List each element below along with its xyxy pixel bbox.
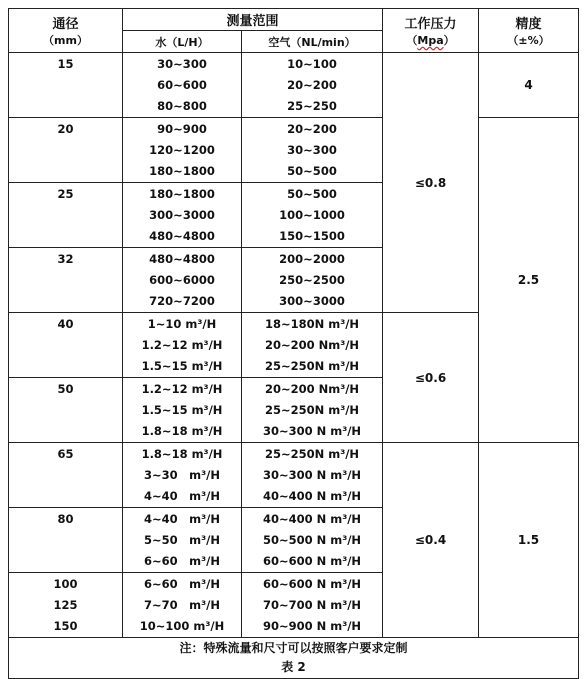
rows-body [9, 53, 579, 638]
air-range-value: 300~3000 [279, 294, 345, 308]
air-range-cell [242, 118, 383, 183]
air-range-value: 60~600 N m³/H [262, 554, 362, 568]
air-range-value: 30~300 N m³/H [262, 424, 362, 438]
water-range-value: 4~40 m³/H [144, 512, 220, 526]
water-range-value: 90~900 [157, 122, 207, 136]
water-range-value: 80~800 [157, 99, 207, 113]
water-range-value: 1.2~12 m³/H [141, 382, 223, 396]
diameter-value: 50 [57, 382, 74, 396]
water-range-cell [123, 508, 242, 573]
water-range-cell [123, 378, 242, 443]
air-range-value: 40~400 N m³/H [262, 512, 362, 526]
water-range-cell [123, 248, 242, 313]
air-range-value: 25~250N m³/H [264, 447, 360, 461]
table-footer [9, 638, 579, 679]
air-range-value: 30~300 N m³/H [262, 468, 362, 482]
air-range-cell [242, 443, 383, 508]
water-range-value: 4~40 m³/H [144, 489, 220, 503]
air-range-cell [242, 183, 383, 248]
accuracy-unit-label: （±%） [507, 34, 550, 47]
table-row [9, 53, 579, 118]
water-range-value: 600~6000 [149, 273, 215, 287]
diameter-header [9, 9, 123, 53]
water-range-value: 300~3000 [149, 208, 215, 222]
water-range-cell [123, 443, 242, 508]
pressure-cell-2: ≤0.6 [383, 313, 479, 443]
water-range-cell [123, 313, 242, 378]
water-range-value: 480~4800 [149, 252, 215, 266]
pressure-header-label: 工作压力 [404, 17, 457, 32]
air-range-cell [242, 313, 383, 378]
water-range-value: 30~300 [157, 57, 207, 71]
diameter-cell [9, 378, 123, 443]
spec-table [8, 8, 579, 679]
water-range-cell [123, 573, 242, 638]
diameter-value: 100 [53, 577, 78, 591]
air-range-value: 20~200 [287, 122, 337, 136]
air-range-value: 20~200 [287, 78, 337, 92]
water-range-value: 120~1200 [149, 143, 215, 157]
air-range-value: 50~500 N m³/H [262, 533, 362, 547]
air-range-value: 18~180N m³/H [264, 317, 360, 331]
pressure-unit-label: （Mpa） [406, 34, 455, 47]
pressure-cell-3: ≤0.4 [383, 443, 479, 638]
diameter-value: 80 [57, 512, 74, 526]
air-range-value: 200~2000 [279, 252, 345, 266]
air-range-value: 250~2500 [279, 273, 345, 287]
water-range-value: 6~60 m³/H [144, 554, 220, 568]
water-range-cell [123, 118, 242, 183]
air-range-value: 70~700 N m³/H [262, 598, 362, 612]
water-range-value: 7~70 m³/H [144, 598, 220, 612]
diameter-cell [9, 508, 123, 573]
water-range-value: 1~10 m³/H [147, 317, 217, 331]
accuracy-header-label: 精度 [515, 17, 542, 32]
table-row [9, 443, 579, 508]
air-range-cell [242, 508, 383, 573]
water-range-value: 10~100 m³/H [139, 619, 225, 633]
diameter-value: 40 [57, 317, 74, 331]
water-range-value: 1.8~18 m³/H [141, 424, 223, 438]
water-range-value: 720~7200 [149, 294, 215, 308]
water-range-value: 60~600 [157, 78, 207, 92]
header-row-1 [9, 9, 579, 31]
water-range-value: 1.2~12 m³/H [141, 338, 223, 352]
air-range-value: 60~600 N m³/H [262, 577, 362, 591]
air-range-value: 20~200 Nm³/H [264, 382, 360, 396]
diameter-cell [9, 573, 123, 638]
diameter-value: 15 [57, 57, 74, 71]
water-range-value: 480~4800 [149, 229, 215, 243]
diameter-cell [9, 443, 123, 508]
diameter-value: 125 [53, 598, 78, 612]
air-range-cell [242, 573, 383, 638]
diameter-unit-label: （mm） [43, 34, 88, 47]
diameter-cell [9, 313, 123, 378]
diameter-cell [9, 183, 123, 248]
diameter-value: 20 [57, 122, 74, 136]
air-range-value: 100~1000 [279, 208, 345, 222]
air-range-value: 150~1500 [279, 229, 345, 243]
water-range-value: 1.5~15 m³/H [141, 403, 223, 417]
diameter-value: 25 [57, 187, 74, 201]
air-range-value: 40~400 N m³/H [262, 489, 362, 503]
air-range-value: 20~200 Nm³/H [264, 338, 360, 352]
table-caption: 表 2 [281, 660, 306, 674]
diameter-cell [9, 248, 123, 313]
air-range-cell [242, 248, 383, 313]
table-row [9, 118, 579, 183]
pressure-cell-1: ≤0.8 [383, 53, 479, 313]
water-range-value: 1.5~15 m³/H [141, 359, 223, 373]
accuracy-cell-2: 2.5 [479, 118, 579, 443]
water-range-value: 5~50 m³/H [144, 533, 220, 547]
air-range-value: 25~250 [287, 99, 337, 113]
air-range-value: 25~250N m³/H [264, 403, 360, 417]
accuracy-cell-1: 4 [479, 53, 579, 118]
air-range-value: 25~250N m³/H [264, 359, 360, 373]
air-header: 空气（NL/min） [242, 31, 383, 53]
range-header: 测量范围 [123, 9, 383, 31]
diameter-value: 32 [57, 252, 74, 266]
air-range-value: 90~900 N m³/H [262, 619, 362, 633]
water-range-cell [123, 183, 242, 248]
table-note: 注：特殊流量和尺寸可以按照客户要求定制 [179, 641, 408, 655]
water-header: 水（L/H） [123, 31, 242, 53]
accuracy-cell-3: 1.5 [479, 443, 579, 638]
water-range-value: 1.8~18 m³/H [141, 447, 223, 461]
diameter-cell [9, 118, 123, 183]
diameter-header-label: 通径 [52, 17, 79, 32]
water-range-value: 3~30 m³/H [144, 468, 220, 482]
water-range-value: 6~60 m³/H [144, 577, 220, 591]
diameter-cell [9, 53, 123, 118]
footer-row [9, 638, 579, 679]
air-range-cell [242, 53, 383, 118]
air-range-value: 10~100 [287, 57, 337, 71]
pressure-header [383, 9, 479, 53]
accuracy-header [479, 9, 579, 53]
water-range-value: 180~1800 [149, 164, 215, 178]
air-range-value: 50~500 [287, 187, 337, 201]
air-range-value: 30~300 [287, 143, 337, 157]
water-range-cell [123, 53, 242, 118]
air-range-value: 50~500 [287, 164, 337, 178]
diameter-value: 150 [53, 619, 78, 633]
air-range-cell [242, 378, 383, 443]
water-range-value: 180~1800 [149, 187, 215, 201]
diameter-value: 65 [57, 447, 74, 461]
